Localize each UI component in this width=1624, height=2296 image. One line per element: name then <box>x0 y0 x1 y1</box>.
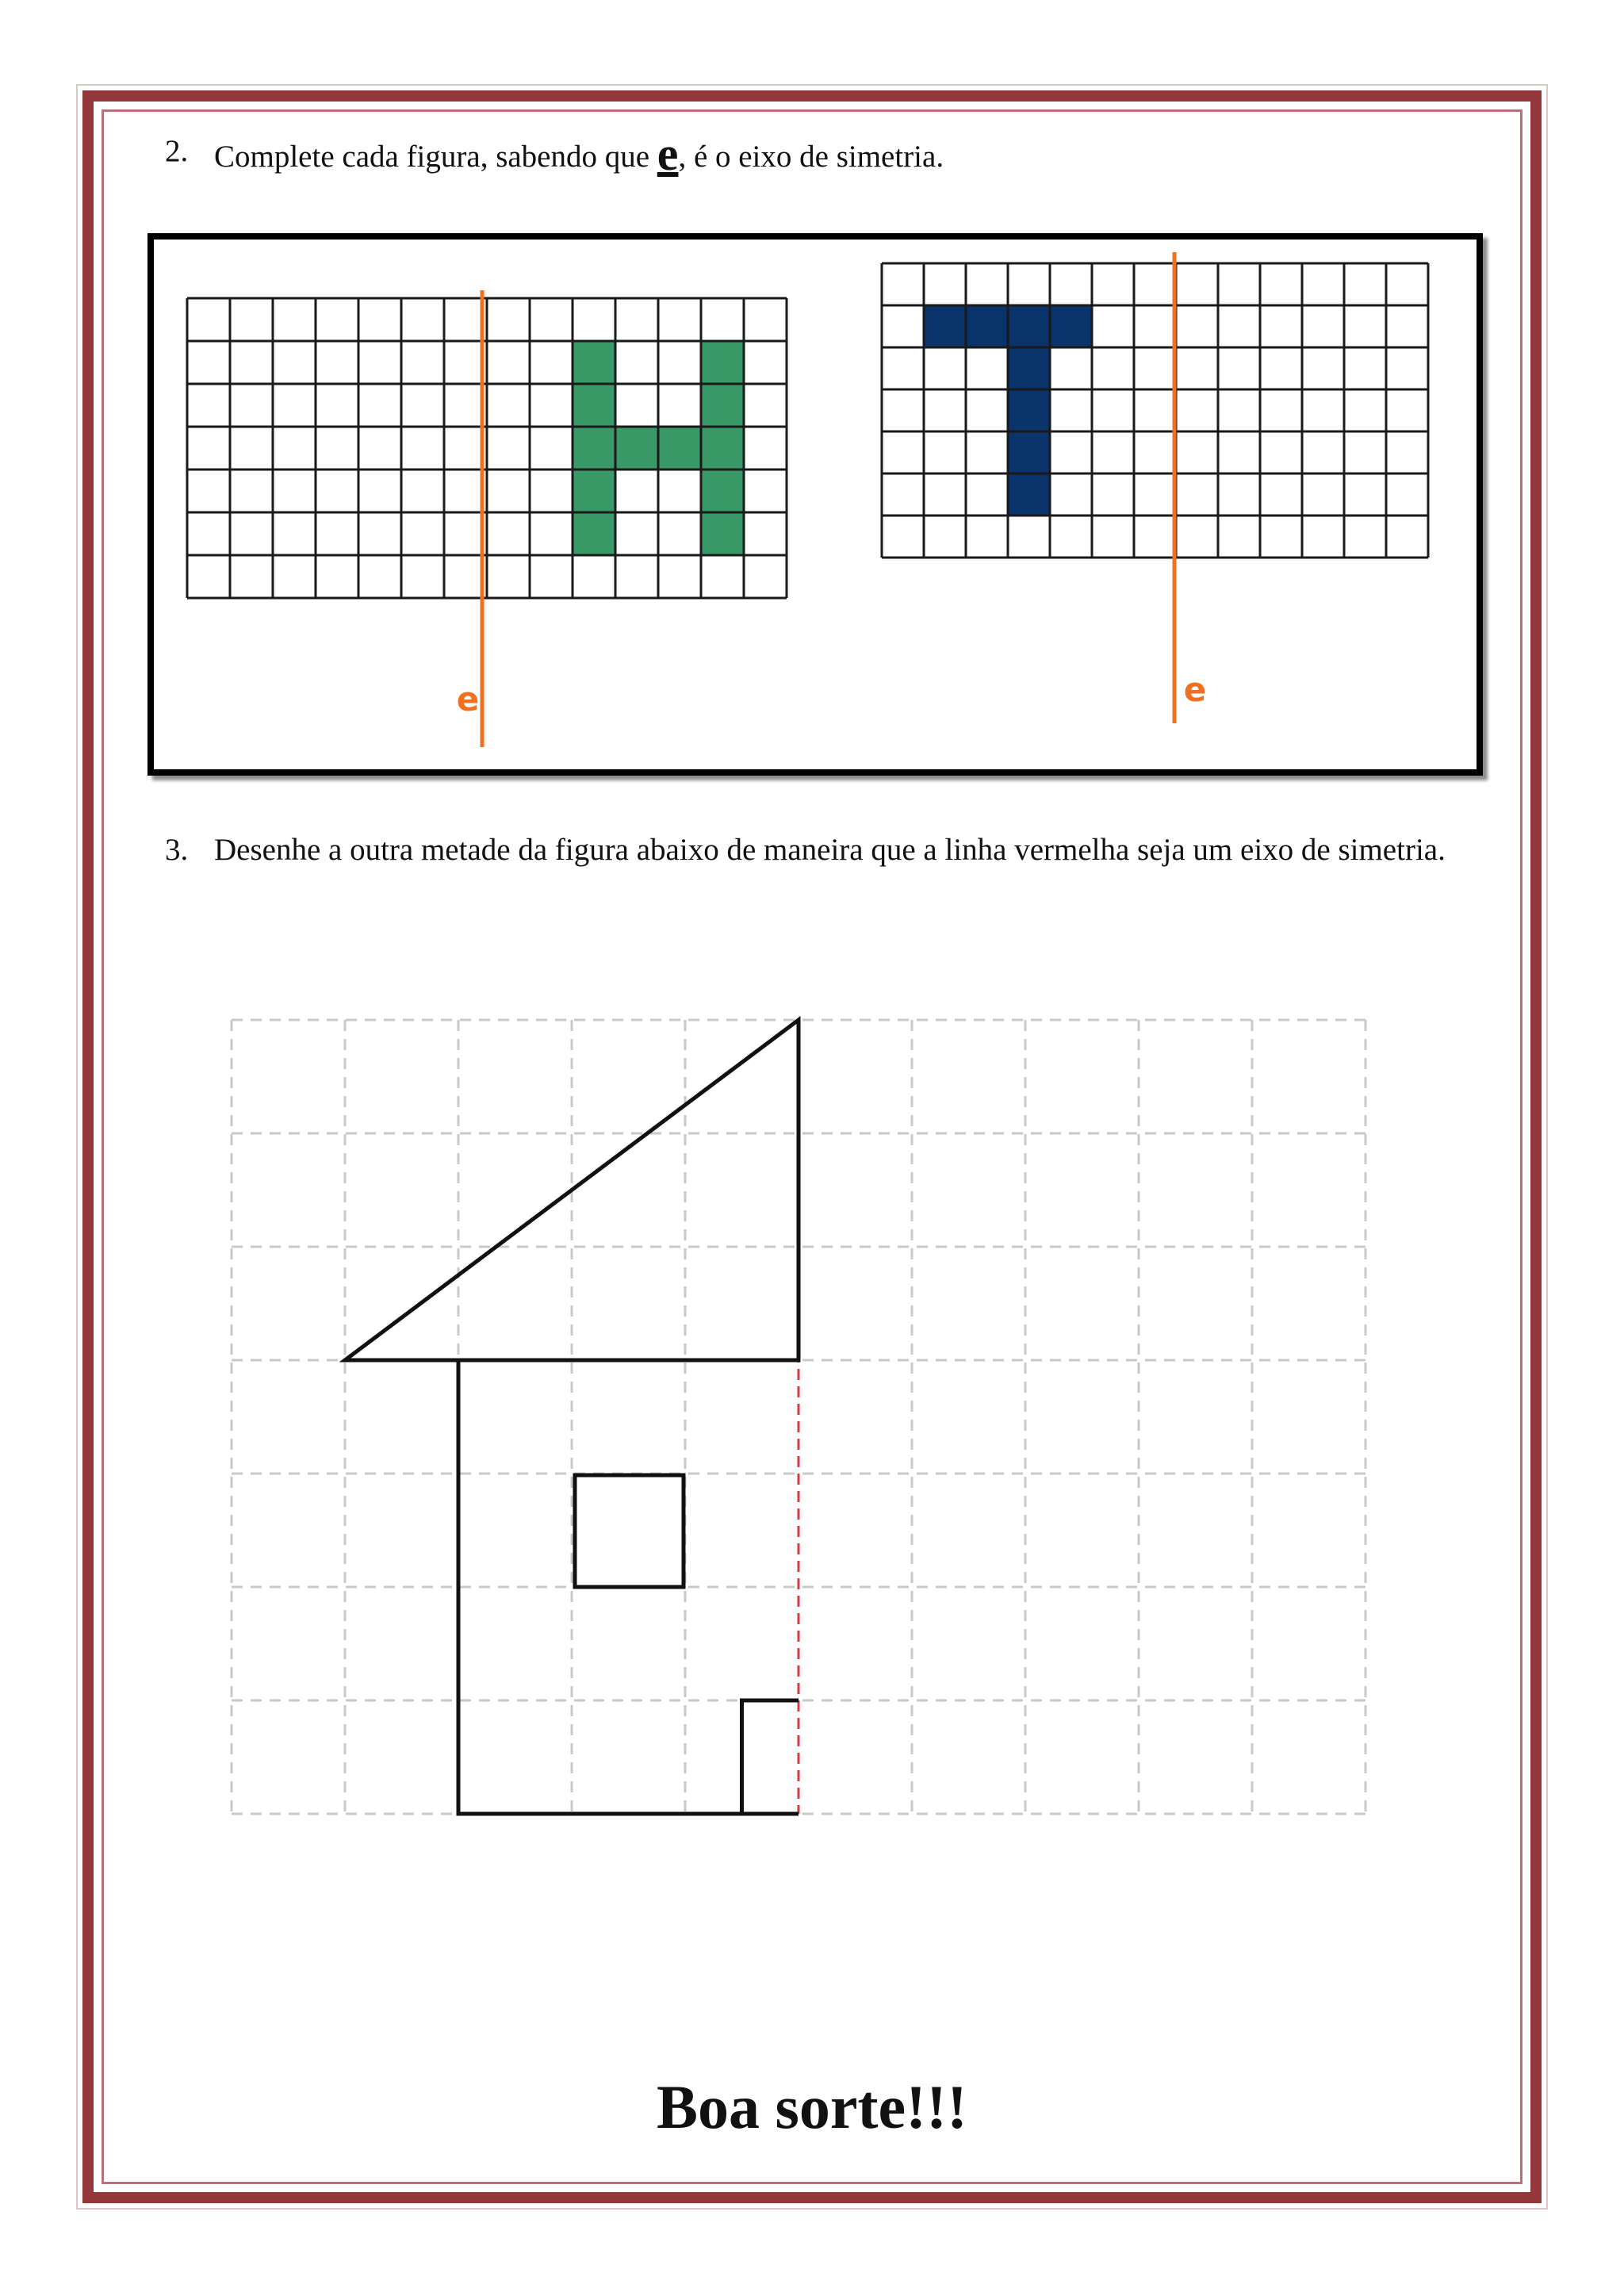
house-window <box>575 1475 684 1587</box>
filled-cell <box>701 427 744 470</box>
filled-cell <box>573 384 615 427</box>
question-text <box>214 129 944 178</box>
house-grid-figure <box>228 1014 1373 1823</box>
filled-cell <box>615 427 658 470</box>
filled-cell <box>1008 305 1050 347</box>
question-text-end: , é o eixo de simetria. <box>678 140 944 174</box>
filled-cell <box>701 384 744 427</box>
filled-cell <box>573 341 615 384</box>
filled-cell <box>573 470 615 512</box>
figure-t <box>874 252 1445 744</box>
closing-message: Boa sorte!!! <box>656 2072 968 2141</box>
question-3 <box>165 828 1508 923</box>
symmetry-figures-box <box>147 233 1483 776</box>
filled-cell <box>924 305 966 347</box>
question-text-start: Complete cada figura, sabendo que <box>214 140 657 174</box>
filled-cell <box>1008 473 1050 516</box>
question-2 <box>165 128 1513 180</box>
filled-cell <box>701 470 744 512</box>
filled-cell <box>573 427 615 470</box>
axis-label: e <box>1183 670 1207 709</box>
axis-letter: e <box>657 128 679 180</box>
filled-cell <box>573 512 615 555</box>
question-number: 2. <box>165 134 189 168</box>
filled-cell <box>1008 347 1050 389</box>
filled-cell <box>1050 305 1092 347</box>
filled-cell <box>966 305 1008 347</box>
figure-h <box>179 290 798 766</box>
question-text: Desenhe a outra metade da figura abaixo de maneira que a linha vermelha seja um eixo de simetria. <box>214 833 1446 867</box>
filled-cell <box>701 512 744 555</box>
figure-h-grid <box>179 290 798 766</box>
house-door-half <box>742 1700 799 1814</box>
filled-cell <box>1008 389 1050 431</box>
filled-cell <box>658 427 701 470</box>
filled-cell <box>1008 431 1050 473</box>
question-number: 3. <box>165 833 189 867</box>
figure-t-grid <box>874 252 1445 744</box>
filled-cell <box>701 341 744 384</box>
axis-label: e <box>456 680 480 719</box>
house-exercise <box>228 1014 1373 1823</box>
